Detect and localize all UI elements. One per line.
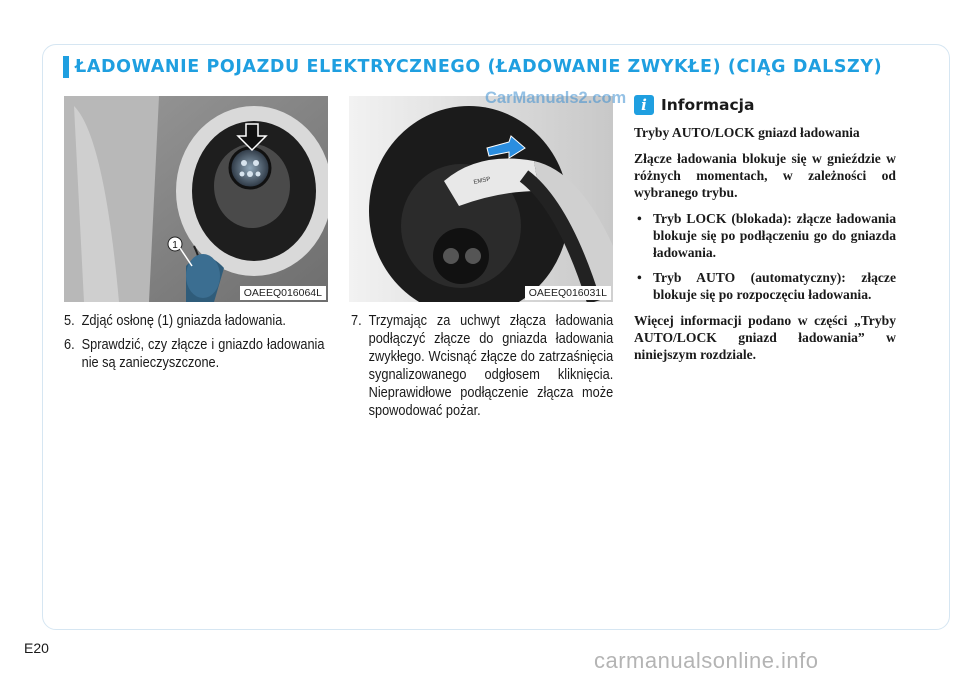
info-paragraph: Więcej informacji podano w części „Tryby AUTO/LOCK gniazd ładowania” w niniejszym rozdziale. — [634, 313, 896, 362]
step-item: 6. Sprawdzić, czy złącze i gniazdo ładowania nie są zanieczyszczone. — [64, 337, 325, 371]
header-accent-bar — [63, 56, 69, 78]
callout-number: 1 — [172, 240, 178, 251]
photo-charging-port-cover — [64, 96, 328, 302]
section-header — [63, 55, 882, 79]
info-title: Informacja — [661, 96, 755, 114]
info-paragraph: Złącze ładowania blokuje się w gnieździe w różnych momentach, w zależności od wybranego trybu. — [634, 151, 896, 200]
step-item: 5. Zdjąć osłonę (1) gniazda ładowania. — [64, 313, 286, 329]
connector-brand-text: EMSP — [473, 176, 492, 186]
page-number: E20 — [24, 640, 49, 656]
watermark-bottom: carmanualsonline.info — [594, 648, 819, 673]
figure-code: OAEEQ016064L — [240, 286, 326, 300]
photo-connector-plug — [349, 96, 613, 302]
info-bullet: • Tryb AUTO (automatyczny): złącze blokuje się po rozpoczęciu ładowania. — [637, 270, 896, 302]
watermark-top: CarManuals2.com — [485, 89, 627, 107]
steps-mid — [351, 312, 613, 426]
info-subtitle: Tryby AUTO/LOCK gniazd ładowania — [634, 125, 860, 140]
info-body — [634, 124, 896, 372]
info-header — [634, 95, 754, 115]
section-title: ŁADOWANIE POJAZDU ELEKTRYCZNEGO (ŁADOWANIE ZWYKŁE) (CIĄG DALSZY) — [75, 57, 883, 77]
steps-left — [64, 312, 324, 378]
figure-connector-plug — [349, 96, 613, 302]
figure-code: OAEEQ016031L — [525, 286, 611, 300]
step-item: 7. Trzymając za uchwyt złącza ładowania podłączyć złącze do gniazda ładowania zwykłego. Wcisnąć złącze do zatrzaśnięcia sygnalizowanego odgłosem kliknięcia. Nieprawidłowe podłączenie złącza może spowodować pożar. — [351, 313, 614, 419]
info-icon: i — [634, 95, 654, 115]
info-bullets — [634, 210, 896, 303]
info-bullet: • Tryb LOCK (blokada): złącze ładowania blokuje się po podłączeniu go do gniazda ładowania. — [637, 211, 896, 260]
figure-charging-port-cover — [64, 96, 328, 302]
